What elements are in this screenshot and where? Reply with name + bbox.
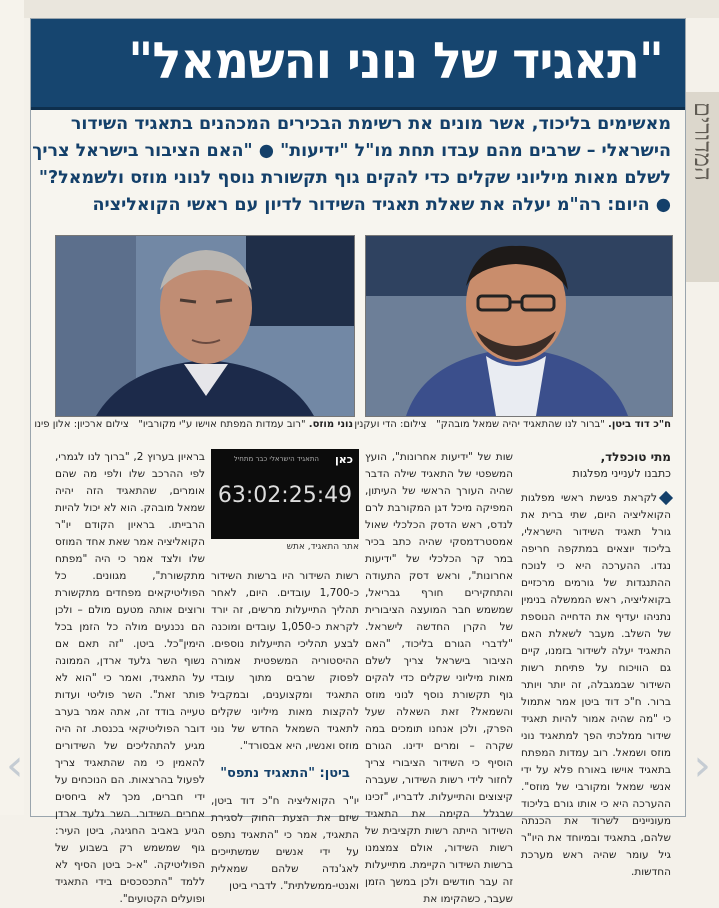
column-3-text: רשות השידור היו ברשות השידור כ-1,700 עובדים. היום, לאחר תהליך התייעלות מרשים, זה יורד לקראת כ-1,050 עובדים ומוכנה לבצע תהליכי התייעלות נוספים. ההיסטוריה המשפטית אמורה לפסוק שרבים מתוך עובדי התאגיד ומקצוענים, ובמקביל להקצות מאות מיליוני שקלים לתאגיד השמאל החדש של נוני מוזס ואנשיו, היא אבסורד".: [211, 569, 359, 752]
article-column-2: [365, 449, 513, 905]
byline-role: כתבנו לענייני מפלגות: [572, 467, 671, 480]
subhead-line-3: לשלם מאות מיליוני שקלים כדי להקים גוף תקשורת נוסף לנוני מוזס ולשמאל?": [38, 168, 671, 188]
tv-box-caption: אתר התאגיד, אתש: [286, 542, 359, 552]
photo-bitan-caption-quote: "ברור לנו שהתאגיד יהיה שמאל מובהק": [436, 419, 605, 430]
left-margin: [0, 0, 24, 815]
article-column-4: [55, 449, 206, 905]
article: [30, 18, 686, 905]
photo-bitan: [365, 235, 673, 417]
top-strip: [24, 0, 719, 18]
tv-countdown-box: [211, 449, 359, 539]
photo-mozes-caption-name: נוני מוזס.: [308, 419, 353, 430]
photo-mozes-caption: [34, 419, 353, 430]
article-column-3: [211, 557, 359, 892]
photo-mozes: [55, 235, 355, 417]
column-2-text: שות של "ידיעות אחרונות", הועץ המשפטי של התאגיד שילה הדבר שהיה העורך הראשי של העיתון, המפיקה מיכל דגן המקורבת לרם לנדס, ראש הדסק הכלכלי שאול אמסטרדמסקי שהיה כתב בכיר במר קר הכלכלי של "ידיעות אחרונות", וראש דסק התעודה והתחקירים חורף גבריאל, שמשמש חבר המועצה הציבורית של הקרן החדשה לישראל. "לדברי הגורם בליכוד, "האם הציבור בישראל צריך לשלם מאות מיליוני שקלים כדי להקים גוף תקשורת נוסף לנוני מוזס והשמאל? זאת השאלה שעל הפרק, ולכן אנחנו תומכים במה שקרה – ומרים ידינו. הגורם הוסיף כי השידור הציבורי צריך לחזור לידי רשות השידור, שעברה קיצוצים והתייעלות. לדבריו, "זכינו שבגלל הקימה את התאגיד השידור הייתה רשות תקציבית של רשות השידור, אולם צמצמנו ברשות השידור הקיימת. מתייעלות זה עבר חודשים ולכן במשך הזמן שעבר, כשהקימו את: [365, 451, 513, 905]
column-3-tail: יו"ר הקואליציה ח"כ דוד ביטן, שיזם את הצעת החוק לסגירת התאגיד, אמר כי "התאגיד נתפס על ידי אנשים שמשתייכים לאג'נדה שלהם שמאלית ואנטי-ממשלתית". לדברי ביטן: [211, 794, 359, 892]
photo-mozes-credit: צילום ארכיון: אלון פינו: [34, 419, 129, 430]
byline-name: מתי טוכפלד,: [600, 450, 671, 464]
photo-bitan-credit: צילום: הדי ועקנין: [354, 419, 427, 430]
section-tab-label: המדורים: [689, 102, 717, 181]
diamond-bullet-icon: [659, 491, 673, 505]
photo-mozes-caption-quote: "רוב עמדות המפתח אוישו ע"י מקורביו": [138, 419, 306, 430]
chevron-left-icon: ‹: [6, 740, 24, 791]
column-1-text: לקראת פגישת ראשי מפלגות הקואליציה היום, שתי ברית את גורל תאגיד השידור הישראלי, בליכוד יוצאים במתקפה חריפה נגדו. ההערכה היא כי לנוכח ההתנגדות של גורמים מרכזיים בקואליציה, ראש הממשלה בנימין נתניהו יעדיף את הדחייה הנוספת של השלב. מעבר לשאלת האם התאגיד יעלה לשידור בזמנו, קיים גם הוויכוח על פתיחת רשות השידור שבמגבלה, זה יותר ויותר ברור. ח"כ דוד ביטן אמר אתמול כי "מה שהיה אמור להיות תאגיד שידור ממלכתי הפך למתאגיד נוני מוזס ושמאל. רוב עמדות המפתח בתאגיד אוישו באורח פלא על ידי אנשי שמאל ומקורבי של מוזס". ההערכה היא כי אותו גורם בליכוד מעוניינים לשרוד את הכנתה שלהם, בתאגיד ובמיוחד את היו"ר גיל עומר שהיה ראש מערכת החדשות.: [521, 492, 671, 878]
subheadline: [32, 111, 671, 219]
photo-bitan-art: [366, 236, 672, 416]
kan-logo: כאן: [334, 453, 353, 466]
chevron-right-icon: ›: [693, 740, 711, 791]
countdown-clock: 63:02:25:49: [217, 483, 353, 508]
column-3-subtitle: ביטן: "התאגיד נתפס": [220, 766, 350, 781]
subhead-line-2: הישראלי – שרבים מהם עבדו תחת מו"ל "ידיעות" ● "האם הציבור בישראל צריך: [32, 141, 671, 161]
headline: "תאגיד של נוני והשמאל": [128, 32, 663, 90]
article-column-1: [521, 449, 671, 878]
photo-bitan-caption-name: ח"כ דוד ביטן.: [608, 419, 671, 430]
tv-tagline: התאגיד הישראלי כבר מתחיל: [233, 455, 319, 463]
subhead-line-1: מאשימים בליכוד, אשר מונים את רשימת הבכירים המכהנים בתאגיד השידור: [70, 114, 671, 134]
photo-bitan-caption: [354, 419, 671, 430]
photo-mozes-art: [56, 236, 354, 416]
headline-banner: [31, 19, 685, 110]
subhead-line-4: ● היום: רה"מ יעלה את שאלת תאגיד השידור לדיון עם ראשי הקואליציה: [92, 195, 671, 215]
section-tab: [684, 92, 719, 282]
column-4-text: בראיון בערוץ 2, "ברוך לנו לגמרי, לפי ההרכב שלו ולפי מה שהם אומרים, שהתאגיד הזה יהיה שמאל מובהק. הוא לא יכול להיות הרבייתו. בראיון הקודם יו"ר הקואליציה אמר שאת אחד המוזס שלו ולצד אמר כי היה "מפתח מתקשורת", מגוונים. כל הפוליטיקאים מפחדים מתקשורת ורוצים אותה מטעם מולם – ולכן הם נכנעים מולה כל הזמן בכל הימין"כל. ביטן. "זה תאם אם נשוף השר גלעד ארדן, הממונה על התאגיד, ואמר כי "הוא לא פותר זאת". השר פוליטי ועדות טעייה בודד זה, אתה אמר בערב דובר הפוליטיקאי בכנסת. זה היה מגיע להתהליכים של השידורים להאמין כי מה שהתאגיד צריך לפעול בהרצאות. הם הנוכחים על ידי חברים, מכך לא ביחסים אחרים השידור. השר גלעד ארדן הגיע באביב החגיגה, ביטן העיר: גוף שמשמש רק בשבוע של הפוליטיקה. "א-כ ביטן הסיף לא ללמד "התכסכסים בידי התאגיד ופועלים הקטועים".: [55, 451, 206, 905]
